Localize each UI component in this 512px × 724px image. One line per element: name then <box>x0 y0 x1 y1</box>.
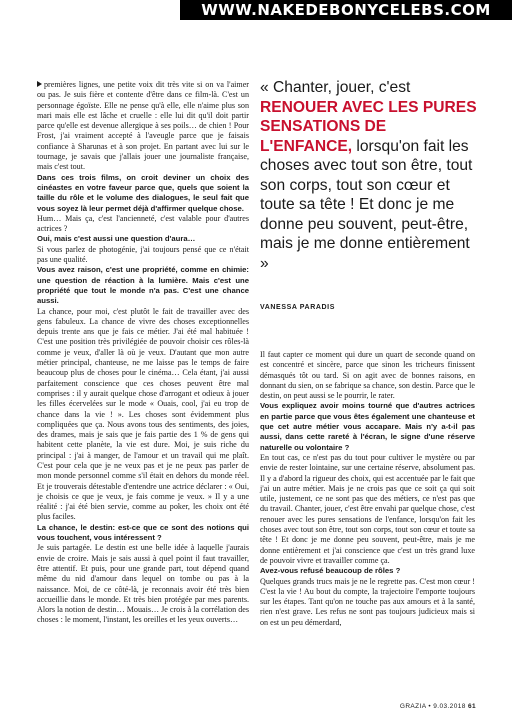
paragraph-text: Vous avez raison, c'est une propriété, comme en chimie: une question de réaction à la lumière. Mais c'est une propriété que tout le monde n'a pas. C'est une chance aussi. <box>37 265 249 306</box>
paragraph-text: Quelques grands trucs mais je ne le regrette pas. C'est mon cœur ! C'est la vie ! Au bout du compte, la trajectoire l'emporte toujours sur les étapes. Tant qu'on ne touche pas aux amours et à la santé, rien n'est grave. Les refus ne sont pas toujours judicieux mais si on est un peu démerdard, <box>260 576 475 627</box>
interview-answer <box>37 543 249 625</box>
interview-question <box>37 173 249 214</box>
paragraph-text: Il faut capter ce moment qui dure un quart de seconde quand on est concentré et sincère, parce que sinon les tricheurs finissent démasqués tôt ou tard. Si on agit avec de bonnes raisons, en donnant du sien, on se fabrique sa chance, son destin. Parce que le destin, on peut aussi se le pourrir, le rater. <box>260 350 475 401</box>
right-article-column <box>260 350 475 628</box>
paragraph-text: Hum… Mais ça, c'est l'ancienneté, c'est valable pour d'autres actrices ? <box>37 213 249 234</box>
interview-answer <box>260 350 475 401</box>
paragraph-text: La chance, le destin: est-ce que ce sont des notions qui vous touchent, vous intéressent ? <box>37 522 249 543</box>
paragraph-text: Dans ces trois films, on croit deviner un choix des cinéastes en votre faveur parce que, quels que soient la taille du rôle et le volume des dialogues, le seul fait que vous soyez là leur permet déjà d'affirmer quelque chose. <box>37 172 249 213</box>
paragraph-text: premières lignes, une petite voix dit très vite si on va l'aimer ou pas. Je suis fière et contente d'être dans ce film-là. C'est un personnage égoïste. Elle ne pense qu'à elle, elle n'aime plus son mari mais elle est lâche et cruelle : elle lui dit qu'il doit partir parce qu'elle est devenue allergique à ses poils… de chien ! Pour Frost, j'ai vraiment accepté à l'aveugle parce que je faisais confiance à Sharunas et à son projet. En partant avec lui sur le tournage, je savais que j'allais jouer une journaliste française, mais c'est tout. <box>37 80 249 172</box>
page-footer: GRAZIA • 9.03.2018 61 <box>399 703 476 710</box>
interview-answer <box>260 453 475 566</box>
interview-question <box>260 401 475 452</box>
footer-magazine: GRAZIA <box>399 703 427 710</box>
watermark-banner: WWW.NAKEDEBONYCELEBS.COM <box>180 0 512 20</box>
footer-date: 9.03.2018 <box>433 703 466 710</box>
interview-answer <box>37 245 249 266</box>
pull-quote-text: « Chanter, jouer, c'est <box>260 79 411 96</box>
pull-quote-highlight: RENOUER AVEC LES PURES SENSATIONS DE L'ENFANCE, <box>260 98 477 155</box>
interview-answer <box>37 214 249 235</box>
pull-quote-text-end: lorsqu'on fait les choses avec tout son être, tout son corps, tout son cœur et toute sa tête ! Et donc je me donne peu souvent, peut-être, mais je me donne entièrement » <box>260 137 473 272</box>
paragraph-text: Si vous parlez de photogénie, j'ai toujours pensé que ce n'était pas une qualité. <box>37 244 249 265</box>
left-article-column <box>37 80 249 626</box>
paragraph-text: Avez-vous refusé beaucoup de rôles ? <box>260 566 401 576</box>
pull-quote-author: VANESSA PARADIS <box>260 304 335 311</box>
interview-answer <box>260 577 475 628</box>
paragraph-text: Vous expliquez avoir moins tourné que d'autres actrices en partie parce que vous êtes également une chanteuse et que cet autre métier vous accapare. Mais n'y a-t-il pas aussi, dans cette rareté à l'écran, le signe d'une réserve naturelle ou volontaire ? <box>260 401 475 452</box>
interview-answer <box>37 80 249 173</box>
continuation-arrow-icon <box>37 81 42 87</box>
interview-question <box>37 265 249 306</box>
footer-page-number: 61 <box>467 703 476 710</box>
pull-quote <box>260 78 482 273</box>
paragraph-text: Je suis partagée. Le destin est une belle idée à laquelle j'aurais envie de croire. Mais je sais aussi à quel point il faut travailler, être attentif. Et puis, pour une grande part, tout dépend quand même du nid d'amour dans lequel on tombe ou pas à la naissance. Moi, de ce côté-là, je reconnais avoir été très bien accueillie dans le monde. Et très bien protégée par mes parents. Alors la notion de destin… Mouais… Je crois à la corrélation des choses : le moment, l'instant, les oreilles et les yeux ouverts… <box>37 543 249 625</box>
interview-question <box>37 234 249 244</box>
paragraph-text: La chance, pour moi, c'est plutôt le fait de travailler avec des gens fabuleux. La chance de vivre des choses exceptionnelles depuis trente ans que je fais ce métier. J'ai été mal habituée ! C'est une position très privilégiée de pouvoir choisir ces rôles-là comme je veux, d'aller là où je veux. D'autant que mon autre métier principal, chanteuse, ne me laisse pas le temps de faire beaucoup plus de choses pour le cinéma… Cela étant, j'ai aussi parfaitement conscience que ces choses peuvent être mal comprises : il y aurait quelque chose d'arrogant et odieux à jouer les filles écervelées sur le mode « Ouais, cool, j'ai eu trop de chance dans la vie ! ». Les choses sont évidemment plus compliquées que ça. Nous avons tous des sentiments, des joies, des drames, mais je sais que je fais partie des 1 % de gens qui habitent cette planète, la vie est dure. Moi, je suis riche du principal : j'ai à manger, de l'amour et un travail qui me plaît. C'est pour cela que je ne veux pas et je ne peux pas parler de mon monde personnel comme s'il était en dehors du monde réel. Et je trouverais détestable d'entendre une actrice déclarer : « Oui, je choisis ce que je veux, je fais comme je veux. » Il y a une réalité : j'ai été bien servie, comme au poker, les choix ont été plus faciles. <box>37 306 249 522</box>
paragraph-text: En tout cas, ce n'est pas du tout pour cultiver le mystère ou par envie de rester lointaine, sur une certaine réserve, absolument pas. Il y a d'abord la rigueur des choix, qui est accentuée par le fait que j'ai un autre métier. Mais je ne crois pas que ce soit ça qui soit utile, justement, ce ne sont pas que des métiers, ce n'est pas que du travail. Chanter, jouer, c'est être envahi par quelque chose, c'est renouer avec les pures sensations de l'enfance, lorsqu'on fait les choses avec tout son être, tout son corps, tout son cœur et toute sa tête ! Et donc je me donne peu souvent, peut-être, mais je me donne entièrement et j'ai conscience que c'est un très grand luxe de pouvoir vivre et travailler comme ça. <box>260 452 475 565</box>
interview-question <box>37 523 249 544</box>
interview-question <box>260 566 475 576</box>
paragraph-text: Oui, mais c'est aussi une question d'aura… <box>37 234 196 244</box>
interview-answer <box>37 307 249 523</box>
